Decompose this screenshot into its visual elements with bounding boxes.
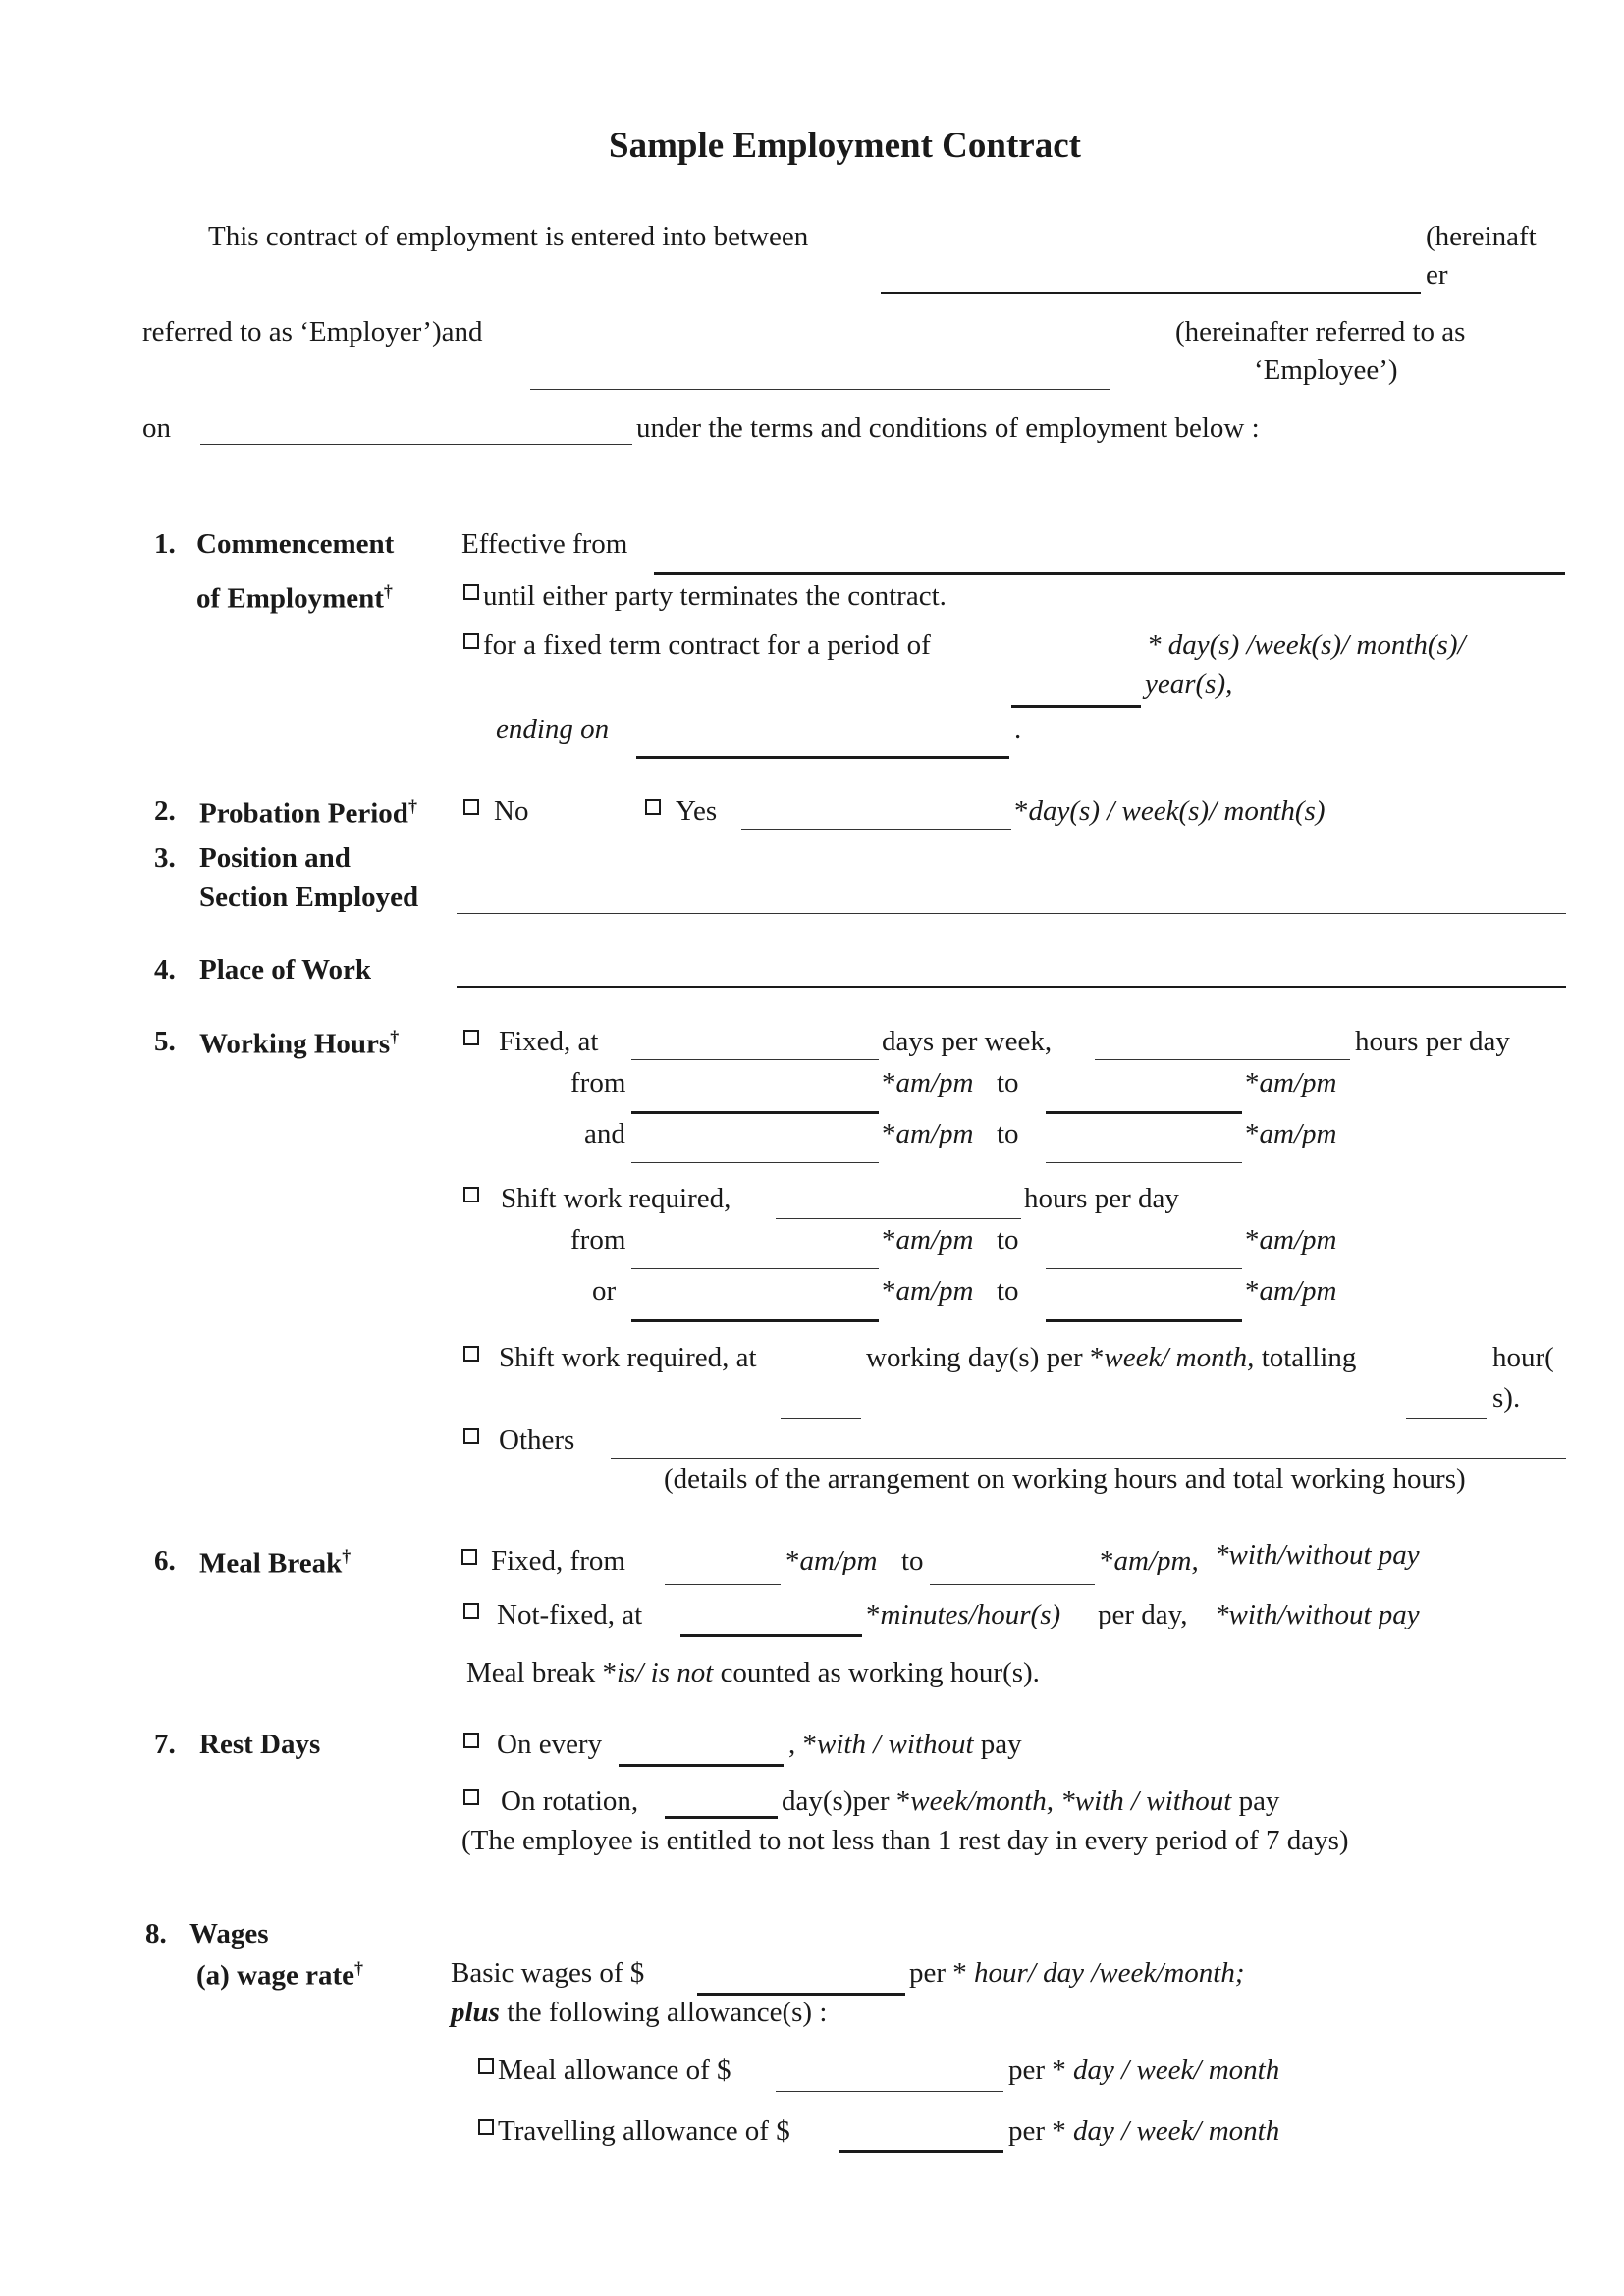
shift-hours-per-day-field[interactable] (776, 1218, 1021, 1219)
section-1-title-b: of Employment† (196, 581, 393, 614)
section-5-title: Working Hours† (199, 1027, 400, 1060)
ending-on-field[interactable] (636, 756, 1009, 759)
fixed-and-to-field[interactable] (1046, 1162, 1242, 1163)
meal-fixed-pay: *with/without pay (1215, 1539, 1420, 1571)
fixed-from-ampm: *am/pm (882, 1067, 974, 1098)
shift-from-time-field[interactable] (631, 1268, 879, 1269)
basic-wages-label: Basic wages of $ (451, 1957, 645, 1989)
probation-yes-checkbox[interactable] (645, 799, 661, 815)
rest-rotation-days-label: day(s)per *week/month, *with / without pay (782, 1786, 1280, 1817)
intro-line-2: referred to as ‘Employer’)and (142, 316, 483, 347)
employee-label: ‘Employee’) (1254, 354, 1398, 386)
hereinafter-label: (hereinaft (1426, 221, 1537, 252)
rest-rotation-days-field[interactable] (665, 1816, 778, 1819)
probation-units: *day(s) / week(s)/ month(s) (1014, 795, 1326, 827)
probation-yes-label: Yes (676, 795, 718, 827)
position-section-field[interactable] (457, 913, 1566, 914)
section-1-title: Commencement (196, 528, 395, 560)
others-label: Others (499, 1424, 575, 1456)
shift-work-days-label: Shift work required, at (499, 1342, 757, 1373)
section-3-number: 3. (154, 842, 176, 874)
ending-on-label: ending on (496, 714, 610, 745)
others-details-field[interactable] (611, 1458, 1566, 1459)
working-days-label: working day(s) per *week/ month, totalling (866, 1342, 1357, 1373)
until-terminated-checkbox[interactable] (463, 584, 479, 600)
fixed-to-label: to (997, 1067, 1019, 1098)
meal-counted-label: Meal break *is/ is not counted as working hour(s). (466, 1657, 1040, 1688)
fixed-and-from-field[interactable] (631, 1162, 879, 1163)
hereinafter-label-2: (hereinafter referred to as (1175, 316, 1466, 347)
shift-or-to-field[interactable] (1046, 1319, 1242, 1322)
meal-allowance-checkbox[interactable] (478, 2058, 494, 2074)
effective-from-label: Effective from (461, 528, 628, 560)
rest-every-pay: , *with / without pay (788, 1729, 1022, 1760)
place-of-work-field[interactable] (457, 986, 1566, 988)
shift-or-from-ampm: *am/pm (882, 1275, 974, 1307)
others-checkbox[interactable] (463, 1428, 479, 1444)
fixed-and-to-ampm: *am/pm (1245, 1118, 1337, 1149)
contract-date-field[interactable] (200, 444, 632, 445)
travel-allowance-field[interactable] (839, 2150, 1003, 2153)
rest-rotation-checkbox[interactable] (463, 1789, 479, 1805)
meal-fixed-label: Fixed, from (491, 1545, 625, 1576)
rest-entitled-note: (The employee is entitled to not less than 1 rest day in every period of 7 days) (461, 1825, 1349, 1856)
section-2-number: 2. (154, 795, 176, 827)
meal-allowance-field[interactable] (776, 2091, 1003, 2092)
shift-from-ampm: *am/pm (882, 1224, 974, 1255)
rest-rotation-label: On rotation, (501, 1786, 639, 1817)
shift-to-ampm: *am/pm (1245, 1224, 1337, 1255)
fixed-to-ampm: *am/pm (1245, 1067, 1337, 1098)
fixed-term-period-field[interactable] (1011, 705, 1141, 708)
section-4-number: 4. (154, 954, 176, 986)
travel-allowance-label: Travelling allowance of $ (498, 2115, 790, 2147)
shift-to-label: to (997, 1224, 1019, 1255)
ending-period: . (1014, 714, 1022, 745)
hours-per-day-label: hours per day (1355, 1026, 1510, 1057)
effective-from-field[interactable] (654, 572, 1565, 575)
meal-notfixed-pay: *with/without pay (1215, 1599, 1420, 1630)
intro-line-1: This contract of employment is entered into between (208, 221, 809, 252)
section-3-title-b: Section Employed (199, 881, 419, 913)
rest-every-label: On every (497, 1729, 603, 1760)
meal-to-field[interactable] (930, 1584, 1095, 1585)
employee-name-field[interactable] (530, 389, 1110, 390)
shift-work-label: Shift work required, (501, 1183, 731, 1214)
section-4-title: Place of Work (199, 954, 372, 986)
meal-allowance-units: per * day / week/ month (1008, 2055, 1280, 2086)
page-title: Sample Employment Contract (609, 126, 1081, 166)
others-details-hint: (details of the arrangement on working hours and total working hours) (664, 1464, 1466, 1495)
meal-allowance-label: Meal allowance of $ (498, 2055, 731, 2086)
hours-per-day-field[interactable] (1095, 1059, 1350, 1060)
section-1-number: 1. (154, 528, 176, 560)
shift-working-days-field[interactable] (781, 1418, 861, 1419)
rest-day-field[interactable] (619, 1764, 784, 1767)
fixed-from-label: from (570, 1067, 626, 1098)
section-6-number: 6. (154, 1545, 176, 1576)
allowances-intro: plus the following allowance(s) : (451, 1997, 828, 2028)
travel-allowance-units: per * day / week/ month (1008, 2115, 1280, 2147)
meal-from-field[interactable] (665, 1584, 781, 1585)
fixed-and-to-label: to (997, 1118, 1019, 1149)
shift-work-checkbox[interactable] (463, 1187, 479, 1202)
shift-or-from-field[interactable] (631, 1319, 879, 1322)
section-8-subtitle: (a) wage rate† (196, 1958, 364, 1992)
meal-per-day-label: per day, (1098, 1599, 1188, 1630)
fixed-and-from-ampm: *am/pm (882, 1118, 974, 1149)
basic-wages-units: per * hour/ day /week/month; (909, 1957, 1245, 1989)
on-label: on (142, 412, 171, 444)
section-8-number: 8. (145, 1918, 167, 1949)
meal-notfixed-checkbox[interactable] (463, 1603, 479, 1619)
fixed-from-time-field[interactable] (631, 1111, 879, 1114)
shift-hours-per-day-label: hours per day (1024, 1183, 1179, 1214)
section-7-number: 7. (154, 1729, 176, 1760)
employer-name-field[interactable] (881, 292, 1421, 294)
section-2-title: Probation Period† (199, 796, 417, 829)
fixed-term-label: for a fixed term contract for a period of (483, 629, 931, 661)
section-5-number: 5. (154, 1026, 176, 1057)
total-hours-field[interactable] (1406, 1418, 1487, 1419)
fixed-term-checkbox[interactable] (463, 633, 479, 649)
fixed-term-units-b: year(s), (1145, 668, 1233, 700)
shift-work-days-checkbox[interactable] (463, 1346, 479, 1362)
until-terminated-label: until either party terminates the contract. (483, 580, 947, 612)
basic-wages-field[interactable] (697, 1993, 905, 1996)
section-6-title: Meal Break† (199, 1546, 352, 1579)
fixed-hours-label: Fixed, at (499, 1026, 599, 1057)
shift-or-to-label: to (997, 1275, 1019, 1307)
section-7-title: Rest Days (199, 1729, 321, 1760)
shift-or-to-ampm: *am/pm (1245, 1275, 1337, 1307)
fixed-to-time-field[interactable] (1046, 1111, 1242, 1114)
shift-to-time-field[interactable] (1046, 1268, 1242, 1269)
hours-label: hour( (1492, 1342, 1554, 1373)
meal-to-ampm: *am/pm, (1100, 1545, 1199, 1576)
hereinafter-label-end: er (1426, 259, 1448, 291)
meal-from-ampm: *am/pm (785, 1545, 878, 1576)
meal-minutes-field[interactable] (680, 1634, 862, 1637)
fixed-term-units: * day(s) /week(s)/ month(s)/ (1147, 629, 1466, 661)
shift-or-label: or (592, 1275, 617, 1307)
meal-to-label: to (901, 1545, 924, 1576)
meal-fixed-checkbox[interactable] (461, 1549, 477, 1565)
hours-label-end: s). (1492, 1382, 1521, 1414)
days-per-week-field[interactable] (631, 1059, 879, 1060)
section-3-title: Position and (199, 842, 351, 874)
rest-every-checkbox[interactable] (463, 1733, 479, 1748)
shift-from-label: from (570, 1224, 626, 1255)
section-8-title: Wages (189, 1918, 269, 1949)
probation-no-checkbox[interactable] (463, 799, 479, 815)
under-terms-label: under the terms and conditions of employment below : (636, 412, 1260, 444)
probation-period-field[interactable] (741, 829, 1011, 830)
travel-allowance-checkbox[interactable] (478, 2119, 494, 2135)
meal-notfixed-label: Not-fixed, at (497, 1599, 643, 1630)
meal-minutes-label: *minutes/hour(s) (866, 1599, 1061, 1630)
days-per-week-label: days per week, (882, 1026, 1053, 1057)
probation-no-label: No (494, 795, 529, 827)
fixed-hours-checkbox[interactable] (463, 1030, 479, 1045)
fixed-and-label: and (584, 1118, 625, 1149)
